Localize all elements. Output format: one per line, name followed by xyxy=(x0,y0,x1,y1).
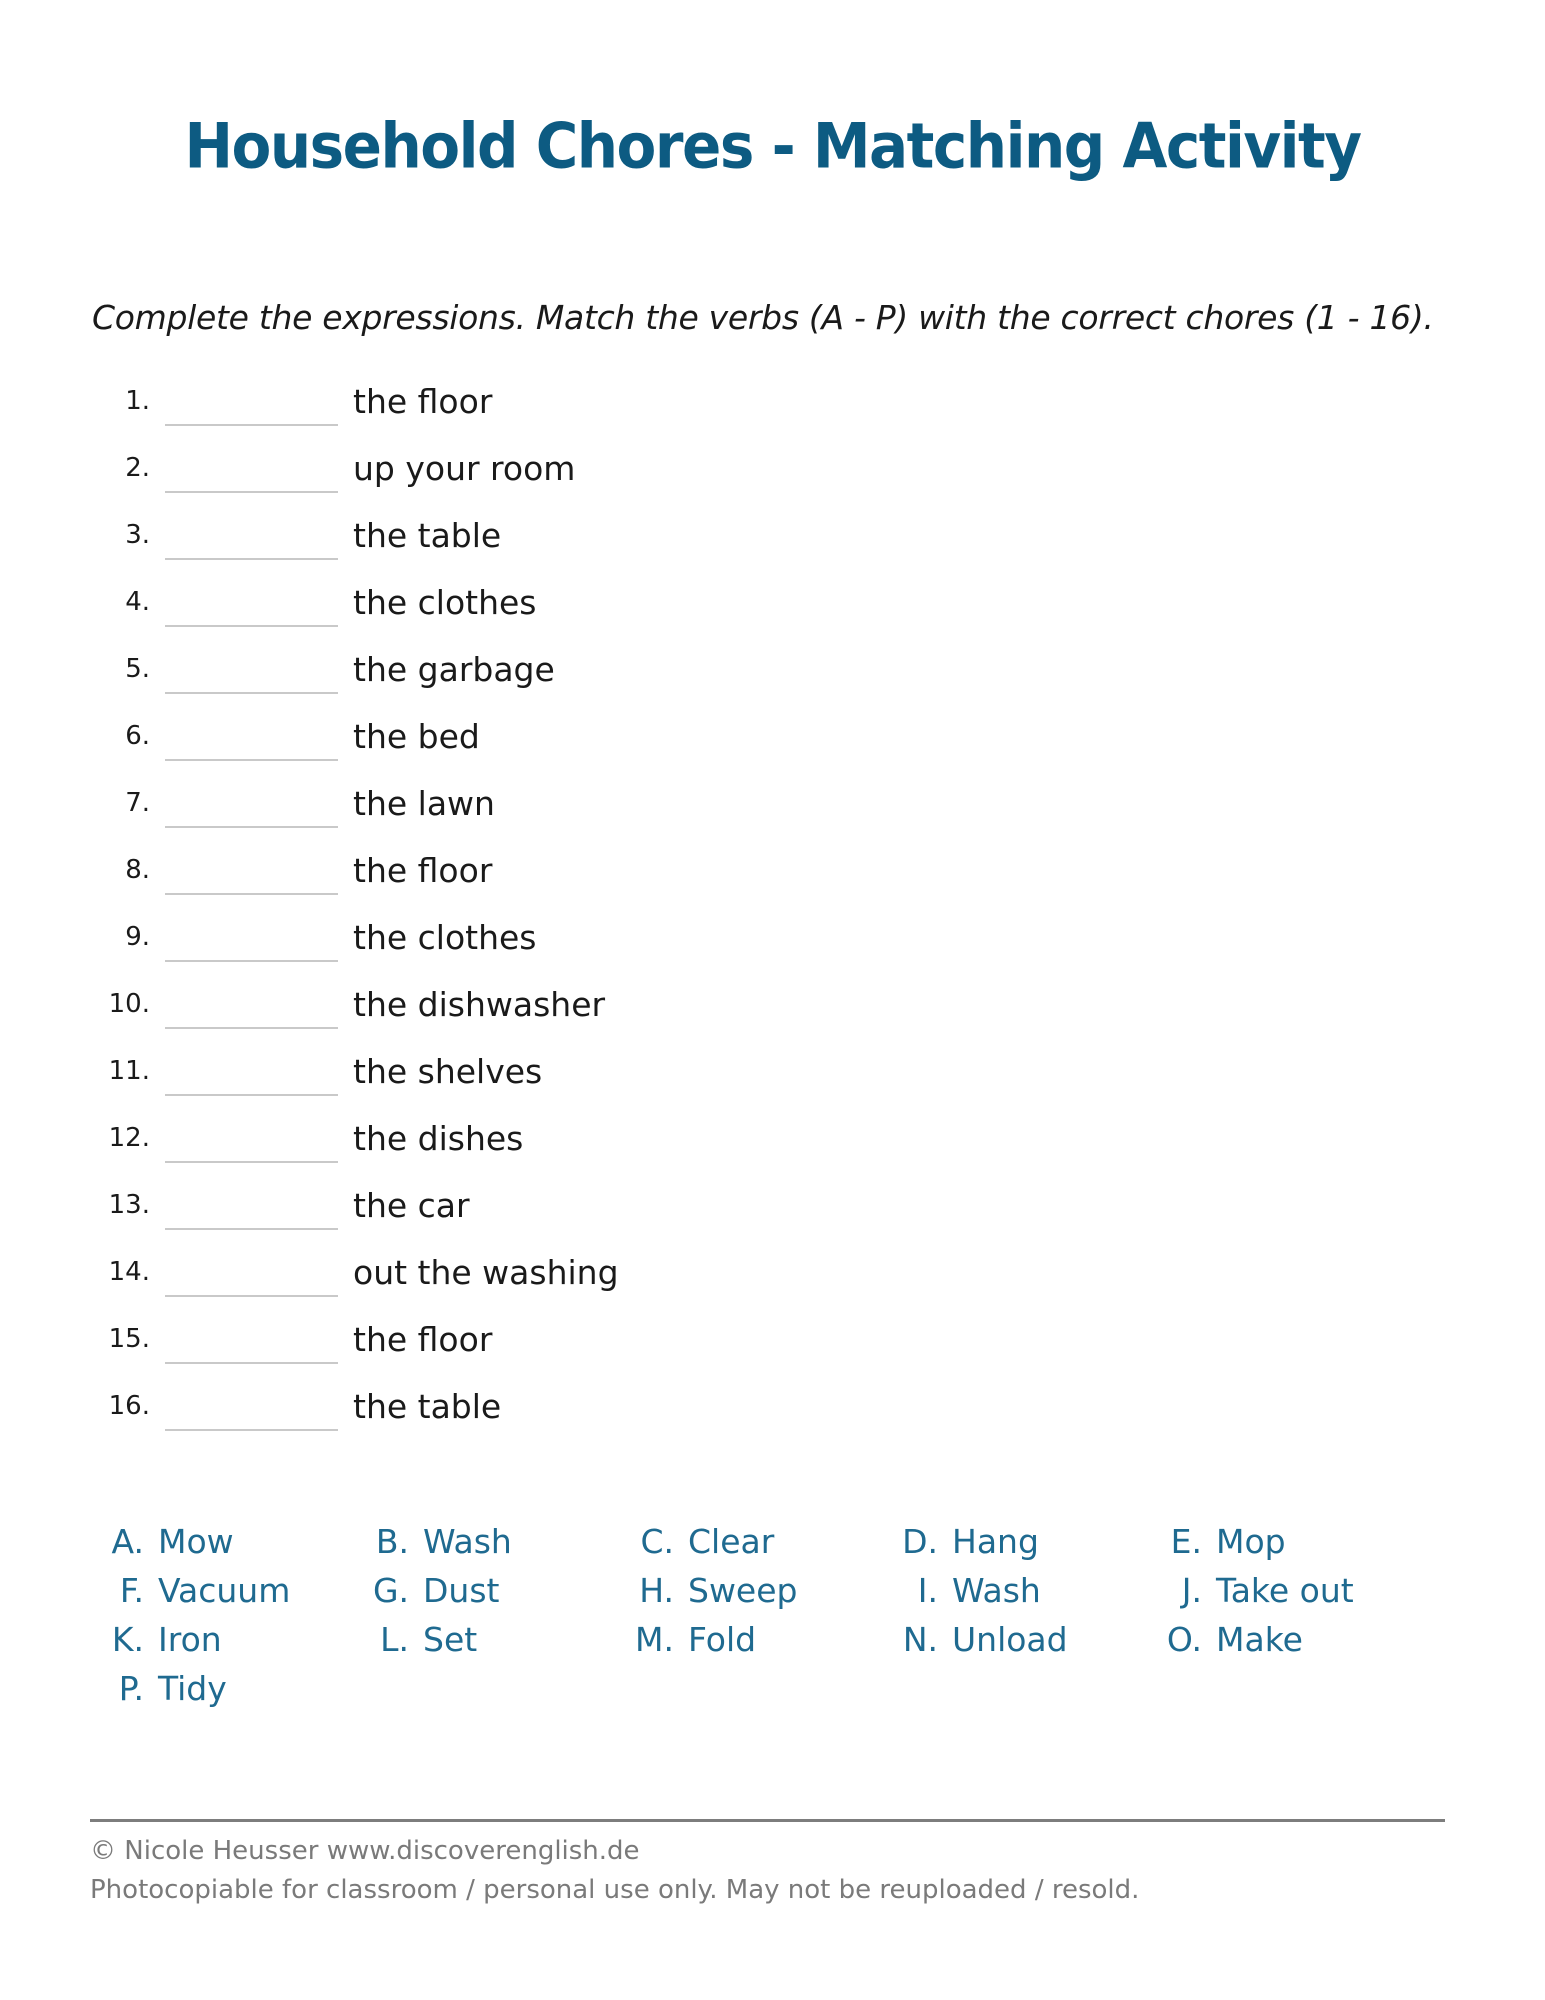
item-number: 7. xyxy=(125,788,150,818)
verb-option xyxy=(630,1571,798,1610)
verb-option xyxy=(630,1522,774,1561)
answer-blank[interactable] xyxy=(165,1094,338,1096)
verb-word: Hang xyxy=(952,1522,1039,1561)
list-item xyxy=(0,772,900,839)
verb-letter: B. xyxy=(375,1522,409,1561)
verb-option xyxy=(100,1669,227,1708)
verb-letter: D. xyxy=(902,1522,938,1561)
answer-blank[interactable] xyxy=(165,1027,338,1029)
verb-word: Wash xyxy=(423,1522,512,1561)
list-item xyxy=(0,638,900,705)
answer-blank[interactable] xyxy=(165,692,338,694)
verb-option xyxy=(100,1620,222,1659)
item-number: 1. xyxy=(125,386,150,416)
list-item xyxy=(0,370,900,437)
verb-word: Fold xyxy=(688,1620,757,1659)
verb-word: Vacuum xyxy=(158,1571,291,1610)
verb-word: Take out xyxy=(1216,1571,1354,1610)
verb-letter: I. xyxy=(917,1571,938,1610)
footer-divider xyxy=(90,1819,1445,1822)
verb-letter: P. xyxy=(118,1669,144,1708)
chore-text: the car xyxy=(353,1186,470,1225)
verb-word: Dust xyxy=(423,1571,500,1610)
verb-option xyxy=(1158,1522,1286,1561)
chore-text: the garbage xyxy=(353,650,555,689)
list-item xyxy=(0,906,900,973)
verb-word: Clear xyxy=(688,1522,775,1561)
answer-blank[interactable] xyxy=(165,1362,338,1364)
page-title: Household Chores - Matching Activity xyxy=(184,109,1361,183)
verb-option xyxy=(894,1620,1068,1659)
answer-blank[interactable] xyxy=(165,1295,338,1297)
item-number: 12. xyxy=(108,1123,150,1153)
chore-text: the dishwasher xyxy=(353,985,606,1024)
verb-word: Make xyxy=(1216,1620,1303,1659)
item-number: 14. xyxy=(108,1257,150,1287)
list-item xyxy=(0,1308,900,1375)
chore-text: the table xyxy=(353,516,502,555)
verb-option xyxy=(365,1522,512,1561)
verb-letter: F. xyxy=(119,1571,144,1610)
item-number: 5. xyxy=(125,654,150,684)
item-number: 2. xyxy=(125,453,150,483)
footer-copyright: © Nicole Heusser www.discoverenglish.de xyxy=(90,1836,640,1866)
chore-text: the bed xyxy=(353,717,480,756)
list-item xyxy=(0,1040,900,1107)
verb-option xyxy=(365,1571,499,1610)
verb-letter: M. xyxy=(635,1620,674,1659)
chore-text: the clothes xyxy=(353,583,537,622)
chore-text: the dishes xyxy=(353,1119,524,1158)
chore-text: the floor xyxy=(353,1320,493,1359)
item-number: 3. xyxy=(125,520,150,550)
verb-option xyxy=(100,1571,290,1610)
answer-blank[interactable] xyxy=(165,424,338,426)
item-number: 9. xyxy=(125,922,150,952)
answer-blank[interactable] xyxy=(165,893,338,895)
verb-option xyxy=(894,1522,1039,1561)
verb-option xyxy=(100,1522,234,1561)
chore-text: the table xyxy=(353,1387,502,1426)
item-number: 11. xyxy=(108,1056,150,1086)
chore-text: the lawn xyxy=(353,784,495,823)
verb-word: Iron xyxy=(158,1620,222,1659)
item-number: 4. xyxy=(125,587,150,617)
verb-letter: K. xyxy=(111,1620,144,1659)
chore-text: the shelves xyxy=(353,1052,543,1091)
item-number: 6. xyxy=(125,721,150,751)
answer-blank[interactable] xyxy=(165,1228,338,1230)
item-number: 15. xyxy=(108,1324,150,1354)
verb-letter: A. xyxy=(111,1522,144,1561)
answer-blank[interactable] xyxy=(165,960,338,962)
instructions: Complete the expressions. Match the verbs (A - P) with the correct chores (1 - 16). xyxy=(92,298,1434,337)
list-item xyxy=(0,1174,900,1241)
verb-option xyxy=(1158,1571,1354,1610)
chore-text: out the washing xyxy=(353,1253,619,1292)
list-item xyxy=(0,1241,900,1308)
chore-text: the floor xyxy=(353,851,493,890)
verb-letter: O. xyxy=(1166,1620,1202,1659)
verb-letter: C. xyxy=(640,1522,674,1561)
answer-blank[interactable] xyxy=(165,1161,338,1163)
item-number: 13. xyxy=(108,1190,150,1220)
list-item xyxy=(0,839,900,906)
item-number: 8. xyxy=(125,855,150,885)
item-number: 16. xyxy=(108,1391,150,1421)
list-item xyxy=(0,437,900,504)
list-item xyxy=(0,973,900,1040)
verb-word: Mow xyxy=(158,1522,234,1561)
verb-letter: N. xyxy=(902,1620,938,1659)
verb-letter: J. xyxy=(1181,1571,1202,1610)
verb-option xyxy=(630,1620,756,1659)
list-item xyxy=(0,705,900,772)
verb-option xyxy=(1158,1620,1303,1659)
list-item xyxy=(0,1375,900,1442)
answer-blank[interactable] xyxy=(165,625,338,627)
verb-word: Tidy xyxy=(158,1669,227,1708)
verb-word: Mop xyxy=(1216,1522,1286,1561)
list-item xyxy=(0,504,900,571)
verb-option xyxy=(894,1571,1041,1610)
chore-text: up your room xyxy=(353,449,576,488)
verb-option xyxy=(365,1620,477,1659)
list-item xyxy=(0,571,900,638)
answer-blank[interactable] xyxy=(165,826,338,828)
verb-word: Sweep xyxy=(688,1571,798,1610)
answer-blank[interactable] xyxy=(165,558,338,560)
chore-text: the floor xyxy=(353,382,493,421)
answer-blank[interactable] xyxy=(165,491,338,493)
chore-text: the clothes xyxy=(353,918,537,957)
item-number: 10. xyxy=(108,989,150,1019)
verb-letter: H. xyxy=(639,1571,674,1610)
verb-letter: G. xyxy=(372,1571,409,1610)
verb-word: Unload xyxy=(952,1620,1068,1659)
answer-blank[interactable] xyxy=(165,759,338,761)
footer-notice: Photocopiable for classroom / personal use only. May not be reuploaded / resold. xyxy=(90,1875,1140,1905)
verb-word: Set xyxy=(423,1620,478,1659)
verb-word: Wash xyxy=(952,1571,1041,1610)
verb-letter: L. xyxy=(380,1620,409,1659)
verb-letter: E. xyxy=(1170,1522,1202,1561)
answer-blank[interactable] xyxy=(165,1429,338,1431)
list-item xyxy=(0,1107,900,1174)
